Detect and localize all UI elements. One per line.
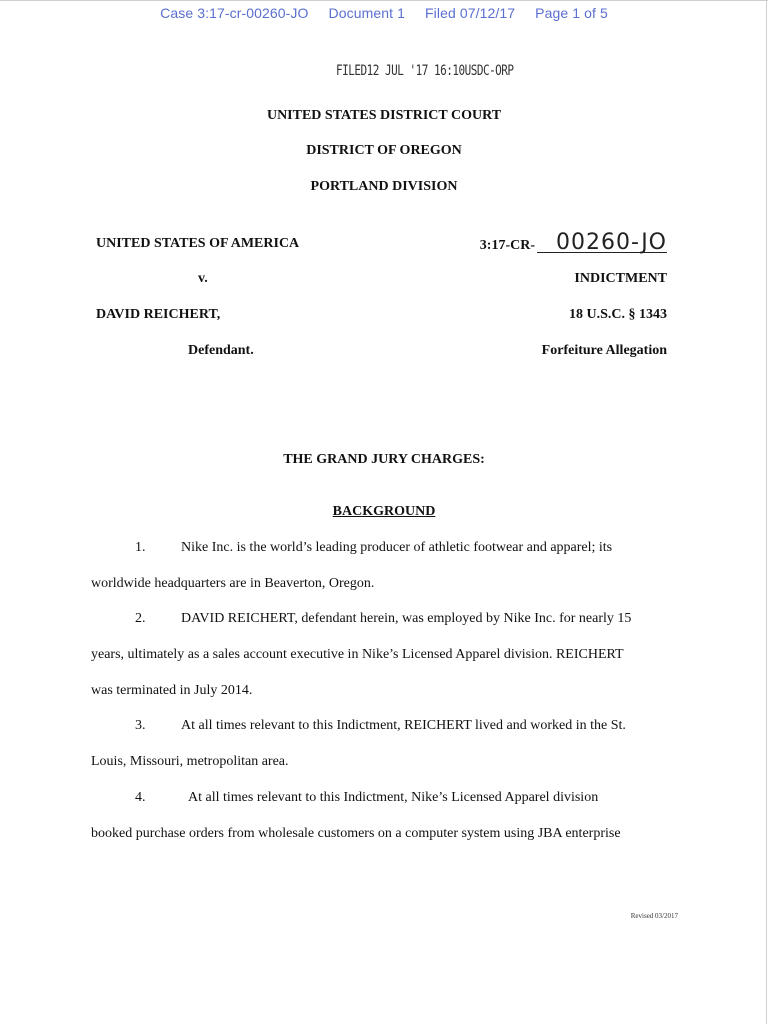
paragraph-first-line: Nike Inc. is the world’s leading producer of athletic footwear and apparel; its: [181, 540, 613, 555]
filed-stamp: FILED12 JUL '17 16:10USDC-ORP: [336, 62, 514, 79]
forfeiture-allegation: Forfeiture Allegation: [541, 343, 667, 358]
plaintiff-name: UNITED STATES OF AMERICA: [96, 236, 300, 251]
court-name: UNITED STATES DISTRICT COURT: [266, 108, 502, 123]
revision-note: Revised 03/2017: [630, 912, 678, 920]
document-type: INDICTMENT: [574, 271, 667, 286]
court-district: DISTRICT OF OREGON: [306, 143, 462, 158]
court-division: PORTLAND DIVISION: [310, 179, 458, 194]
paragraph-number: 4.: [135, 790, 146, 805]
ecf-filed-date: Filed 07/12/17: [425, 5, 516, 21]
defendant-name: DAVID REICHERT,: [96, 307, 221, 322]
paragraph-first-line: At all times relevant to this Indictment, REICHERT lived and worked in the St.: [181, 718, 626, 733]
paragraph-line: years, ultimately as a sales account executive in Nike’s Licensed Apparel division. REICHERT: [91, 647, 624, 662]
paragraph-line: worldwide headquarters are in Beaverton, Oregon.: [91, 576, 375, 591]
paragraph-number: 3.: [135, 718, 146, 733]
case-number-handwritten: 00260-JO: [537, 234, 667, 253]
paragraph-line: booked purchase orders from wholesale customers on a computer system using JBA enterprise: [91, 826, 621, 841]
versus-label: v.: [198, 271, 208, 286]
scan-edge-top: [0, 0, 768, 1]
paragraph-number: 1.: [135, 540, 146, 555]
case-number-prefix: 3:17-CR-: [479, 238, 535, 253]
statute-citation: 18 U.S.C. § 1343: [568, 307, 667, 322]
background-heading: BACKGROUND: [332, 504, 436, 519]
defendant-label: Defendant.: [188, 343, 254, 358]
paragraph-line: was terminated in July 2014.: [91, 683, 253, 698]
ecf-header: [0, 5, 768, 21]
charges-heading: THE GRAND JURY CHARGES:: [283, 452, 485, 467]
paragraph-first-line: DAVID REICHERT, defendant herein, was employed by Nike Inc. for nearly 15: [181, 611, 632, 626]
ecf-case-number: Case 3:17-cr-00260-JO: [160, 5, 309, 21]
paragraph-line: Louis, Missouri, metropolitan area.: [91, 754, 289, 769]
ecf-page-count: Page 1 of 5: [535, 5, 608, 21]
paragraph-number: 2.: [135, 611, 146, 626]
ecf-document-number: Document 1: [328, 5, 405, 21]
case-number-field: [479, 230, 667, 255]
paragraph-first-line: At all times relevant to this Indictment, Nike’s Licensed Apparel division: [188, 790, 599, 805]
